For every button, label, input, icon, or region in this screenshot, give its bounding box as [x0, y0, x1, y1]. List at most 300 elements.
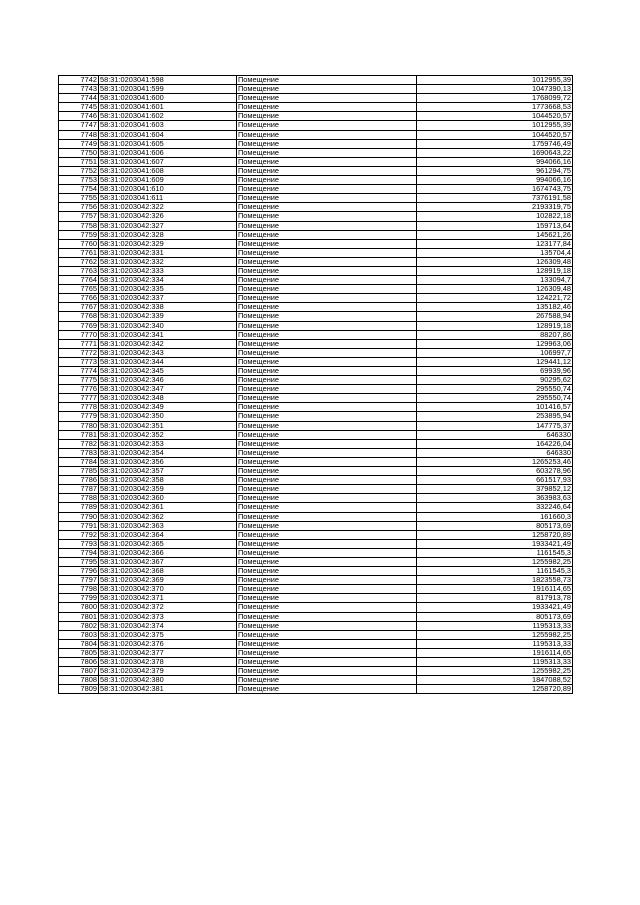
row-number-cell: 7770: [59, 330, 99, 339]
table-row: [59, 385, 573, 394]
row-number-cell: 7753: [59, 176, 99, 185]
object-type-cell: Помещение: [237, 339, 417, 348]
table-row: [59, 312, 573, 321]
cadastral-value-cell: 90295,62: [417, 376, 573, 385]
row-number-cell: 7758: [59, 221, 99, 230]
row-number-cell: 7789: [59, 503, 99, 512]
cadastral-value-cell: 135704,4: [417, 248, 573, 257]
cadastral-number-cell: 58:31:0203042:380: [99, 676, 237, 685]
object-type-cell: Помещение: [237, 394, 417, 403]
object-type-cell: Помещение: [237, 530, 417, 539]
object-type-cell: Помещение: [237, 630, 417, 639]
cadastral-number-cell: 58:31:0203042:368: [99, 567, 237, 576]
cadastral-value-cell: 126309,48: [417, 257, 573, 266]
row-number-cell: 7793: [59, 539, 99, 548]
cadastral-number-cell: 58:31:0203042:328: [99, 230, 237, 239]
row-number-cell: 7792: [59, 530, 99, 539]
table-row: [59, 94, 573, 103]
table-row: [59, 212, 573, 221]
cadastral-number-cell: 58:31:0203042:379: [99, 667, 237, 676]
cadastral-number-cell: 58:31:0203042:327: [99, 221, 237, 230]
cadastral-value-cell: 1265253,46: [417, 457, 573, 466]
table-row: [59, 639, 573, 648]
cadastral-value-cell: 253895,94: [417, 412, 573, 421]
row-number-cell: 7785: [59, 467, 99, 476]
cadastral-number-cell: 58:31:0203042:337: [99, 294, 237, 303]
cadastral-value-cell: 1768099,72: [417, 94, 573, 103]
row-number-cell: 7764: [59, 276, 99, 285]
cadastral-value-cell: 1916114,65: [417, 648, 573, 657]
object-type-cell: Помещение: [237, 685, 417, 694]
object-type-cell: Помещение: [237, 403, 417, 412]
row-number-cell: 7766: [59, 294, 99, 303]
row-number-cell: 7748: [59, 130, 99, 139]
cadastral-number-cell: 58:31:0203042:378: [99, 658, 237, 667]
table-row: [59, 594, 573, 603]
cadastral-value-cell: 1161545,3: [417, 567, 573, 576]
cadastral-number-cell: 58:31:0203041:610: [99, 185, 237, 194]
table-row: [59, 539, 573, 548]
cadastral-number-cell: 58:31:0203042:338: [99, 303, 237, 312]
object-type-cell: Помещение: [237, 648, 417, 657]
cadastral-number-cell: 58:31:0203042:339: [99, 312, 237, 321]
cadastral-number-cell: 58:31:0203042:333: [99, 266, 237, 275]
row-number-cell: 7747: [59, 121, 99, 130]
cadastral-value-cell: 164226,04: [417, 439, 573, 448]
row-number-cell: 7808: [59, 676, 99, 685]
table-row: [59, 658, 573, 667]
cadastral-number-cell: 58:31:0203042:344: [99, 357, 237, 366]
table-row: [59, 567, 573, 576]
row-number-cell: 7742: [59, 76, 99, 85]
row-number-cell: 7796: [59, 567, 99, 576]
row-number-cell: 7751: [59, 157, 99, 166]
cadastral-value-cell: 1255982,25: [417, 667, 573, 676]
cadastral-value-cell: 994066,16: [417, 157, 573, 166]
table-row: [59, 630, 573, 639]
object-type-cell: Помещение: [237, 585, 417, 594]
table-row: [59, 676, 573, 685]
registry-table-body: [59, 76, 573, 694]
table-row: [59, 576, 573, 585]
object-type-cell: Помещение: [237, 612, 417, 621]
cadastral-value-cell: 2193319,75: [417, 203, 573, 212]
object-type-cell: Помещение: [237, 485, 417, 494]
object-type-cell: Помещение: [237, 676, 417, 685]
cadastral-value-cell: 1933421,49: [417, 539, 573, 548]
table-row: [59, 248, 573, 257]
table-row: [59, 230, 573, 239]
object-type-cell: Помещение: [237, 357, 417, 366]
cadastral-number-cell: 58:31:0203041:604: [99, 130, 237, 139]
row-number-cell: 7752: [59, 166, 99, 175]
cadastral-value-cell: 1047390,13: [417, 85, 573, 94]
table-row: [59, 194, 573, 203]
table-row: [59, 176, 573, 185]
object-type-cell: Помещение: [237, 548, 417, 557]
row-number-cell: 7757: [59, 212, 99, 221]
object-type-cell: Помещение: [237, 367, 417, 376]
cadastral-number-cell: 58:31:0203042:363: [99, 521, 237, 530]
cadastral-value-cell: 1916114,65: [417, 585, 573, 594]
cadastral-number-cell: 58:31:0203042:361: [99, 503, 237, 512]
object-type-cell: Помещение: [237, 194, 417, 203]
table-row: [59, 521, 573, 530]
cadastral-number-cell: 58:31:0203041:608: [99, 166, 237, 175]
cadastral-number-cell: 58:31:0203042:348: [99, 394, 237, 403]
cadastral-number-cell: 58:31:0203042:345: [99, 367, 237, 376]
row-number-cell: 7754: [59, 185, 99, 194]
object-type-cell: Помещение: [237, 294, 417, 303]
object-type-cell: Помещение: [237, 276, 417, 285]
cadastral-value-cell: 817913,78: [417, 594, 573, 603]
cadastral-value-cell: 129963,06: [417, 339, 573, 348]
table-row: [59, 103, 573, 112]
cadastral-value-cell: 1195313,33: [417, 639, 573, 648]
cadastral-value-cell: 1044520,57: [417, 112, 573, 121]
cadastral-number-cell: 58:31:0203042:335: [99, 285, 237, 294]
cadastral-value-cell: 1258720,89: [417, 530, 573, 539]
object-type-cell: Помещение: [237, 576, 417, 585]
object-type-cell: Помещение: [237, 203, 417, 212]
cadastral-number-cell: 58:31:0203042:359: [99, 485, 237, 494]
cadastral-value-cell: 123177,84: [417, 239, 573, 248]
row-number-cell: 7803: [59, 630, 99, 639]
cadastral-number-cell: 58:31:0203041:600: [99, 94, 237, 103]
cadastral-value-cell: 133094,7: [417, 276, 573, 285]
cadastral-value-cell: 128919,18: [417, 321, 573, 330]
table-row: [59, 612, 573, 621]
cadastral-number-cell: 58:31:0203042:343: [99, 348, 237, 357]
cadastral-number-cell: 58:31:0203042:342: [99, 339, 237, 348]
row-number-cell: 7781: [59, 430, 99, 439]
object-type-cell: Помещение: [237, 457, 417, 466]
cadastral-number-cell: 58:31:0203042:375: [99, 630, 237, 639]
table-row: [59, 685, 573, 694]
table-row: [59, 430, 573, 439]
cadastral-number-cell: 58:31:0203041:611: [99, 194, 237, 203]
cadastral-value-cell: 88207,86: [417, 330, 573, 339]
row-number-cell: 7794: [59, 548, 99, 557]
row-number-cell: 7745: [59, 103, 99, 112]
cadastral-value-cell: 7376191,58: [417, 194, 573, 203]
table-row: [59, 603, 573, 612]
cadastral-value-cell: 646330: [417, 448, 573, 457]
table-row: [59, 376, 573, 385]
row-number-cell: 7743: [59, 85, 99, 94]
cadastral-number-cell: 58:31:0203042:326: [99, 212, 237, 221]
row-number-cell: 7800: [59, 603, 99, 612]
cadastral-value-cell: 961294,75: [417, 166, 573, 175]
object-type-cell: Помещение: [237, 448, 417, 457]
object-type-cell: Помещение: [237, 148, 417, 157]
row-number-cell: 7802: [59, 621, 99, 630]
cadastral-number-cell: 58:31:0203041:605: [99, 139, 237, 148]
row-number-cell: 7806: [59, 658, 99, 667]
row-number-cell: 7807: [59, 667, 99, 676]
row-number-cell: 7746: [59, 112, 99, 121]
cadastral-value-cell: 69939,96: [417, 367, 573, 376]
table-row: [59, 457, 573, 466]
object-type-cell: Помещение: [237, 603, 417, 612]
cadastral-number-cell: 58:31:0203041:607: [99, 157, 237, 166]
object-type-cell: Помещение: [237, 521, 417, 530]
cadastral-number-cell: 58:31:0203042:354: [99, 448, 237, 457]
table-row: [59, 467, 573, 476]
object-type-cell: Помещение: [237, 512, 417, 521]
cadastral-value-cell: 1933421,49: [417, 603, 573, 612]
cadastral-value-cell: 603278,96: [417, 467, 573, 476]
cadastral-value-cell: 379852,12: [417, 485, 573, 494]
table-row: [59, 303, 573, 312]
cadastral-number-cell: 58:31:0203042:358: [99, 476, 237, 485]
object-type-cell: Помещение: [237, 221, 417, 230]
cadastral-number-cell: 58:31:0203042:372: [99, 603, 237, 612]
table-row: [59, 530, 573, 539]
row-number-cell: 7777: [59, 394, 99, 403]
table-row: [59, 667, 573, 676]
object-type-cell: Помещение: [237, 321, 417, 330]
row-number-cell: 7744: [59, 94, 99, 103]
row-number-cell: 7783: [59, 448, 99, 457]
row-number-cell: 7769: [59, 321, 99, 330]
cadastral-value-cell: 128919,18: [417, 266, 573, 275]
object-type-cell: Помещение: [237, 212, 417, 221]
row-number-cell: 7790: [59, 512, 99, 521]
table-row: [59, 321, 573, 330]
row-number-cell: 7756: [59, 203, 99, 212]
table-row: [59, 185, 573, 194]
cadastral-number-cell: 58:31:0203041:598: [99, 76, 237, 85]
cadastral-value-cell: 295550,74: [417, 394, 573, 403]
cadastral-number-cell: 58:31:0203042:356: [99, 457, 237, 466]
row-number-cell: 7768: [59, 312, 99, 321]
cadastral-value-cell: 994066,16: [417, 176, 573, 185]
table-row: [59, 403, 573, 412]
cadastral-number-cell: 58:31:0203042:364: [99, 530, 237, 539]
cadastral-number-cell: 58:31:0203041:603: [99, 121, 237, 130]
cadastral-value-cell: 126309,48: [417, 285, 573, 294]
cadastral-number-cell: 58:31:0203041:599: [99, 85, 237, 94]
cadastral-value-cell: 267588,94: [417, 312, 573, 321]
cadastral-value-cell: 1773668,53: [417, 103, 573, 112]
cadastral-value-cell: 1847088,52: [417, 676, 573, 685]
cadastral-number-cell: 58:31:0203042:349: [99, 403, 237, 412]
property-registry-table: [58, 75, 573, 694]
row-number-cell: 7750: [59, 148, 99, 157]
object-type-cell: Помещение: [237, 330, 417, 339]
cadastral-number-cell: 58:31:0203042:381: [99, 685, 237, 694]
table-row: [59, 648, 573, 657]
cadastral-value-cell: 1823558,73: [417, 576, 573, 585]
object-type-cell: Помещение: [237, 157, 417, 166]
table-row: [59, 266, 573, 275]
table-row: [59, 257, 573, 266]
cadastral-value-cell: 805173,69: [417, 521, 573, 530]
table-row: [59, 621, 573, 630]
object-type-cell: Помещение: [237, 112, 417, 121]
table-row: [59, 166, 573, 175]
table-row: [59, 548, 573, 557]
object-type-cell: Помещение: [237, 166, 417, 175]
table-row: [59, 76, 573, 85]
row-number-cell: 7809: [59, 685, 99, 694]
row-number-cell: 7776: [59, 385, 99, 394]
cadastral-number-cell: 58:31:0203042:377: [99, 648, 237, 657]
object-type-cell: Помещение: [237, 467, 417, 476]
object-type-cell: Помещение: [237, 239, 417, 248]
cadastral-value-cell: 145621,26: [417, 230, 573, 239]
table-row: [59, 357, 573, 366]
table-row: [59, 330, 573, 339]
object-type-cell: Помещение: [237, 385, 417, 394]
row-number-cell: 7780: [59, 421, 99, 430]
table-row: [59, 585, 573, 594]
table-row: [59, 130, 573, 139]
row-number-cell: 7798: [59, 585, 99, 594]
object-type-cell: Помещение: [237, 439, 417, 448]
cadastral-value-cell: 1690643,22: [417, 148, 573, 157]
row-number-cell: 7805: [59, 648, 99, 657]
table-row: [59, 112, 573, 121]
row-number-cell: 7763: [59, 266, 99, 275]
row-number-cell: 7759: [59, 230, 99, 239]
row-number-cell: 7761: [59, 248, 99, 257]
object-type-cell: Помещение: [237, 94, 417, 103]
cadastral-value-cell: 1258720,89: [417, 685, 573, 694]
table-row: [59, 294, 573, 303]
object-type-cell: Помещение: [237, 230, 417, 239]
row-number-cell: 7775: [59, 376, 99, 385]
table-row: [59, 85, 573, 94]
row-number-cell: 7787: [59, 485, 99, 494]
cadastral-value-cell: 1255982,25: [417, 557, 573, 566]
object-type-cell: Помещение: [237, 567, 417, 576]
object-type-cell: Помещение: [237, 376, 417, 385]
row-number-cell: 7786: [59, 476, 99, 485]
cadastral-number-cell: 58:31:0203042:353: [99, 439, 237, 448]
row-number-cell: 7773: [59, 357, 99, 366]
cadastral-value-cell: 661517,93: [417, 476, 573, 485]
cadastral-number-cell: 58:31:0203042:370: [99, 585, 237, 594]
table-row: [59, 367, 573, 376]
table-row: [59, 512, 573, 521]
object-type-cell: Помещение: [237, 303, 417, 312]
table-row: [59, 394, 573, 403]
cadastral-number-cell: 58:31:0203042:341: [99, 330, 237, 339]
cadastral-value-cell: 1195313,33: [417, 658, 573, 667]
cadastral-value-cell: 1255982,25: [417, 630, 573, 639]
row-number-cell: 7795: [59, 557, 99, 566]
row-number-cell: 7799: [59, 594, 99, 603]
cadastral-value-cell: 129441,12: [417, 357, 573, 366]
cadastral-number-cell: 58:31:0203042:340: [99, 321, 237, 330]
row-number-cell: 7774: [59, 367, 99, 376]
table-row: [59, 494, 573, 503]
cadastral-number-cell: 58:31:0203042:374: [99, 621, 237, 630]
table-row: [59, 557, 573, 566]
object-type-cell: Помещение: [237, 185, 417, 194]
object-type-cell: Помещение: [237, 494, 417, 503]
cadastral-number-cell: 58:31:0203042:360: [99, 494, 237, 503]
object-type-cell: Помещение: [237, 639, 417, 648]
row-number-cell: 7779: [59, 412, 99, 421]
object-type-cell: Помещение: [237, 285, 417, 294]
cadastral-value-cell: 1161545,3: [417, 548, 573, 557]
row-number-cell: 7765: [59, 285, 99, 294]
cadastral-number-cell: 58:31:0203042:350: [99, 412, 237, 421]
object-type-cell: Помещение: [237, 76, 417, 85]
row-number-cell: 7791: [59, 521, 99, 530]
cadastral-number-cell: 58:31:0203042:362: [99, 512, 237, 521]
table-row: [59, 348, 573, 357]
cadastral-number-cell: 58:31:0203042:347: [99, 385, 237, 394]
table-row: [59, 421, 573, 430]
table-row: [59, 476, 573, 485]
table-row: [59, 221, 573, 230]
cadastral-value-cell: 363983,63: [417, 494, 573, 503]
object-type-cell: Помещение: [237, 421, 417, 430]
cadastral-number-cell: 58:31:0203041:609: [99, 176, 237, 185]
table-row: [59, 157, 573, 166]
object-type-cell: Помещение: [237, 667, 417, 676]
cadastral-number-cell: 58:31:0203042:332: [99, 257, 237, 266]
table-row: [59, 448, 573, 457]
cadastral-value-cell: 1012955,39: [417, 121, 573, 130]
cadastral-value-cell: 332246,64: [417, 503, 573, 512]
object-type-cell: Помещение: [237, 430, 417, 439]
row-number-cell: 7788: [59, 494, 99, 503]
table-row: [59, 121, 573, 130]
cadastral-number-cell: 58:31:0203041:601: [99, 103, 237, 112]
cadastral-value-cell: 1044520,57: [417, 130, 573, 139]
table-row: [59, 285, 573, 294]
cadastral-number-cell: 58:31:0203042:334: [99, 276, 237, 285]
cadastral-value-cell: 1012955,39: [417, 76, 573, 85]
object-type-cell: Помещение: [237, 539, 417, 548]
table-row: [59, 203, 573, 212]
cadastral-number-cell: 58:31:0203042:376: [99, 639, 237, 648]
object-type-cell: Помещение: [237, 476, 417, 485]
row-number-cell: 7762: [59, 257, 99, 266]
cadastral-value-cell: 1759746,49: [417, 139, 573, 148]
row-number-cell: 7782: [59, 439, 99, 448]
cadastral-number-cell: 58:31:0203042:367: [99, 557, 237, 566]
row-number-cell: 7778: [59, 403, 99, 412]
cadastral-value-cell: 124221,72: [417, 294, 573, 303]
object-type-cell: Помещение: [237, 594, 417, 603]
object-type-cell: Помещение: [237, 557, 417, 566]
object-type-cell: Помещение: [237, 85, 417, 94]
cadastral-number-cell: 58:31:0203042:329: [99, 239, 237, 248]
table-row: [59, 239, 573, 248]
row-number-cell: 7767: [59, 303, 99, 312]
cadastral-number-cell: 58:31:0203041:606: [99, 148, 237, 157]
row-number-cell: 7760: [59, 239, 99, 248]
cadastral-number-cell: 58:31:0203042:373: [99, 612, 237, 621]
object-type-cell: Помещение: [237, 266, 417, 275]
object-type-cell: Помещение: [237, 139, 417, 148]
table-row: [59, 503, 573, 512]
row-number-cell: 7797: [59, 576, 99, 585]
cadastral-value-cell: 1195313,33: [417, 621, 573, 630]
row-number-cell: 7804: [59, 639, 99, 648]
object-type-cell: Помещение: [237, 348, 417, 357]
cadastral-value-cell: 161660,3: [417, 512, 573, 521]
row-number-cell: 7772: [59, 348, 99, 357]
cadastral-value-cell: 135182,46: [417, 303, 573, 312]
cadastral-number-cell: 58:31:0203042:322: [99, 203, 237, 212]
